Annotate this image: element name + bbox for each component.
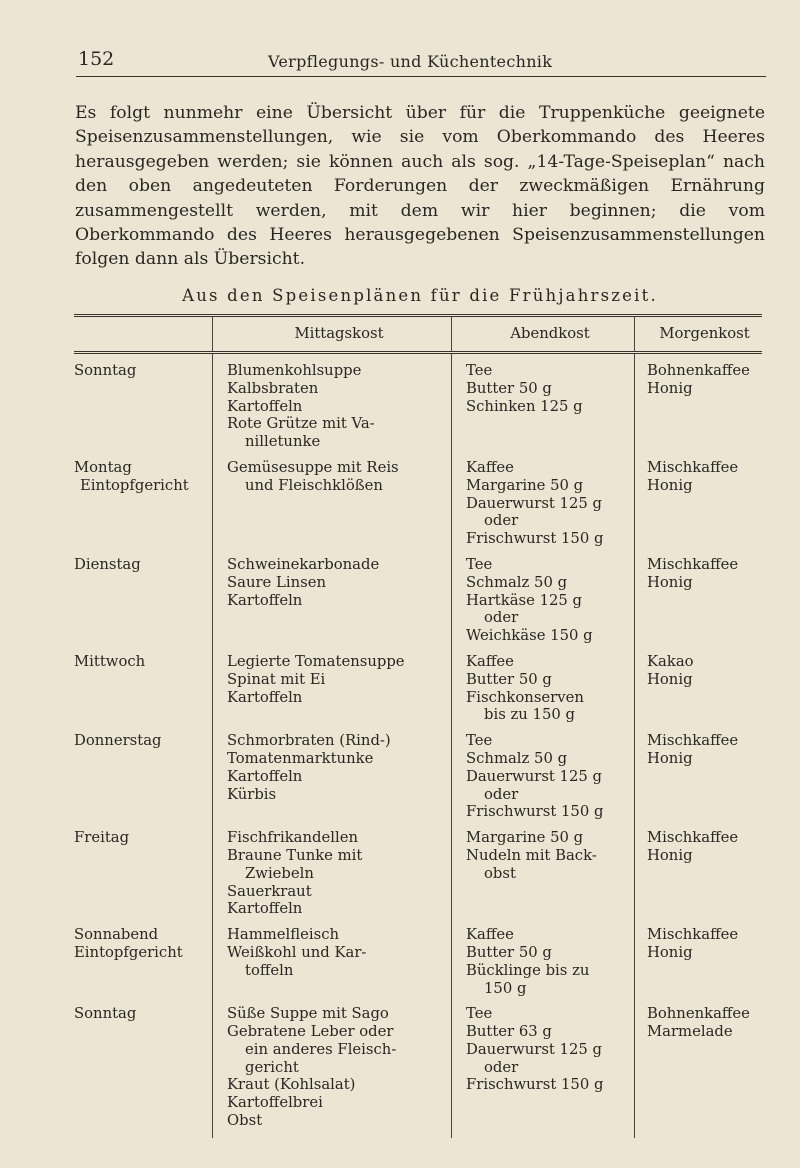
abendkost-cell: [452, 829, 635, 926]
mittagskost-cell: [213, 653, 452, 732]
morgenkost-cell: [635, 459, 763, 556]
cell-line: Kaffee: [466, 652, 514, 670]
cell-line: Kalbsbraten: [227, 379, 319, 397]
cell-line: Marmelade: [647, 1023, 733, 1041]
cell-line: Kartoffelbrei: [227, 1094, 323, 1112]
morgenkost-cell: [635, 1005, 763, 1138]
cell-line: oder: [484, 785, 519, 803]
abendkost-cell: [452, 653, 635, 732]
cell-line: Tee: [466, 362, 493, 379]
table-row: [74, 926, 762, 1005]
cell-line: ein anderes Fleisch-: [245, 1040, 397, 1058]
cell-line: Fischfrikandellen: [227, 829, 358, 847]
cell-line: Nudeln mit Back-: [466, 846, 597, 864]
day-cell: [74, 732, 213, 829]
cell-line: Sonntag: [74, 362, 137, 379]
day-cell: [74, 459, 213, 556]
table-row: [74, 653, 762, 732]
cell-line: Schmalz 50 g: [466, 749, 568, 767]
table-row: [74, 1005, 762, 1138]
page-number: 152: [78, 48, 115, 70]
cell-line: Montag: [74, 458, 132, 476]
cell-line: Rote Grütze mit Va-: [227, 415, 375, 433]
cell-line: Kartoffeln: [227, 397, 303, 415]
cell-line: Weißkohl und Kar-: [227, 943, 367, 961]
abendkost-cell: [452, 926, 635, 1005]
menu-table: [74, 314, 762, 1138]
header-day: [74, 316, 213, 353]
cell-line: Freitag: [74, 829, 130, 847]
cell-line: Butter 50 g: [466, 379, 552, 397]
cell-line: Mischkaffee: [647, 829, 739, 847]
cell-line: Dauerwurst 125 g: [466, 1040, 602, 1058]
cell-line: Mischkaffee: [647, 458, 739, 476]
cell-line: Kartoffeln: [227, 688, 303, 706]
cell-line: Donnerstag: [74, 732, 162, 750]
header-rule: [76, 76, 766, 77]
cell-line: Schmorbraten (Rind-): [227, 732, 391, 750]
cell-line: Honig: [647, 943, 693, 961]
cell-line: Kraut (Kohlsalat): [227, 1076, 356, 1094]
mittagskost-cell: [213, 459, 452, 556]
cell-line: Butter 63 g: [466, 1023, 552, 1041]
cell-line: Honig: [647, 573, 693, 591]
table-caption: Aus den Speisenplänen für die Frühjahrszeit.: [182, 286, 658, 305]
intro-paragraph: Es folgt nunmehr eine Übersicht über für die Truppenküche geeignete Speisenzusammenstellungen, wie sie vom Oberkommando des Heeres herausgegeben werden; sie können auch als sog. „14-Tage-Speiseplan“ nach den oben angedeuteten Forderungen der zweckmäßigen Ernährung zusammengestellt werden, mit dem wir hier beginnen; die vom Oberkommando des Heeres herausgegebenen Speisenzusammenstellungen folgen dann als Übersicht.: [75, 103, 765, 270]
cell-line: Bohnenkaffee: [647, 362, 750, 379]
table-row: [74, 829, 762, 926]
day-cell: [74, 1005, 213, 1138]
cell-line: Frischwurst 150 g: [466, 530, 604, 548]
cell-line: Sonnabend: [74, 926, 159, 944]
cell-line: Kartoffeln: [227, 767, 303, 785]
cell-line: Margarine 50 g: [466, 476, 584, 494]
cell-line: Mischkaffee: [647, 926, 739, 944]
cell-line: Kaffee: [466, 926, 514, 944]
cell-line: Butter 50 g: [466, 943, 552, 961]
cell-line: Honig: [647, 846, 693, 864]
cell-line: Blumenkohlsuppe: [227, 362, 362, 379]
cell-line: Braune Tunke mit: [227, 846, 363, 864]
cell-line: Schweinekarbonade: [227, 555, 380, 573]
morgenkost-cell: [635, 732, 763, 829]
day-cell: [74, 353, 213, 459]
cell-line: Bohnenkaffee: [647, 1005, 750, 1023]
cell-line: Frischwurst 150 g: [466, 1076, 604, 1094]
cell-line: Kartoffeln: [227, 591, 303, 609]
day-cell: [74, 926, 213, 1005]
cell-line: Spinat mit Ei: [227, 670, 326, 688]
cell-line: Zwiebeln: [245, 864, 314, 882]
abendkost-cell: [452, 353, 635, 459]
cell-line: Dienstag: [74, 555, 141, 573]
cell-line: Frischwurst 150 g: [466, 803, 604, 821]
cell-line: Kürbis: [227, 785, 277, 803]
running-title: Verpflegungs- und Küchentechnik: [268, 52, 553, 71]
day-cell: [74, 556, 213, 653]
cell-line: Gemüsesuppe mit Reis: [227, 458, 399, 476]
menu-table-body: [74, 353, 762, 1138]
morgenkost-cell: [635, 829, 763, 926]
header-morgenkost: Morgenkost: [635, 316, 763, 353]
cell-line: Schmalz 50 g: [466, 573, 568, 591]
day-cell: [74, 829, 213, 926]
cell-line: Sonntag: [74, 1005, 137, 1023]
table-row: [74, 459, 762, 556]
cell-line: Gebratene Leber oder: [227, 1023, 394, 1041]
cell-line: oder: [484, 512, 519, 530]
cell-line: Schinken 125 g: [466, 397, 583, 415]
cell-line: bis zu 150 g: [484, 706, 575, 724]
cell-line: Saure Linsen: [227, 573, 326, 591]
mittagskost-cell: [213, 353, 452, 459]
cell-line: Weichkäse 150 g: [466, 627, 593, 645]
cell-line: obst: [484, 864, 516, 882]
page-header: [78, 46, 768, 76]
cell-line: Mischkaffee: [647, 555, 739, 573]
cell-line: Tomatenmarktunke: [227, 749, 374, 767]
abendkost-cell: [452, 1005, 635, 1138]
mittagskost-cell: [213, 1005, 452, 1138]
cell-line: Obst: [227, 1112, 263, 1130]
abendkost-cell: [452, 732, 635, 829]
cell-line: und Fleischklößen: [245, 476, 383, 494]
cell-line: Tee: [466, 555, 493, 573]
cell-line: oder: [484, 1058, 519, 1076]
header-mittagskost: Mittagskost: [213, 316, 452, 353]
cell-line: Kaffee: [466, 458, 514, 476]
cell-line: Kartoffeln: [227, 900, 303, 918]
cell-line: Sauerkraut: [227, 882, 312, 900]
cell-line: Dauerwurst 125 g: [466, 767, 602, 785]
cell-line: nilletunke: [245, 433, 321, 451]
cell-line: toffeln: [245, 961, 294, 979]
abendkost-cell: [452, 459, 635, 556]
day-cell: [74, 653, 213, 732]
cell-line: Honig: [647, 476, 693, 494]
cell-line: Butter 50 g: [466, 670, 552, 688]
cell-line: Tee: [466, 1005, 493, 1023]
cell-line: Margarine 50 g: [466, 829, 584, 847]
cell-line: 150 g: [484, 979, 527, 997]
cell-line: Honig: [647, 670, 693, 688]
morgenkost-cell: [635, 353, 763, 459]
morgenkost-cell: [635, 556, 763, 653]
cell-line: Eintopfgericht: [74, 943, 183, 961]
cell-line: Legierte Tomatensuppe: [227, 652, 405, 670]
cell-line: gericht: [245, 1058, 299, 1076]
cell-line: Honig: [647, 749, 693, 767]
morgenkost-cell: [635, 926, 763, 1005]
cell-line: Mittwoch: [74, 652, 146, 670]
morgenkost-cell: [635, 653, 763, 732]
cell-line: Kakao: [647, 652, 694, 670]
header-abendkost: Abendkost: [452, 316, 635, 353]
table-row: [74, 353, 762, 459]
cell-line: Tee: [466, 732, 493, 750]
mittagskost-cell: [213, 829, 452, 926]
cell-line: Süße Suppe mit Sago: [227, 1005, 389, 1023]
cell-line: Mischkaffee: [647, 732, 739, 750]
table-header-row: [74, 316, 762, 353]
cell-line: Dauerwurst 125 g: [466, 494, 602, 512]
cell-line: oder: [484, 609, 519, 627]
cell-line: Hartkäse 125 g: [466, 591, 583, 609]
cell-line: Eintopfgericht: [80, 476, 189, 494]
cell-line: Fischkonserven: [466, 688, 584, 706]
abendkost-cell: [452, 556, 635, 653]
cell-line: Honig: [647, 379, 693, 397]
mittagskost-cell: [213, 556, 452, 653]
mittagskost-cell: [213, 732, 452, 829]
cell-line: Hammelfleisch: [227, 926, 340, 944]
mittagskost-cell: [213, 926, 452, 1005]
cell-line: Bücklinge bis zu: [466, 961, 590, 979]
table-row: [74, 556, 762, 653]
table-row: [74, 732, 762, 829]
